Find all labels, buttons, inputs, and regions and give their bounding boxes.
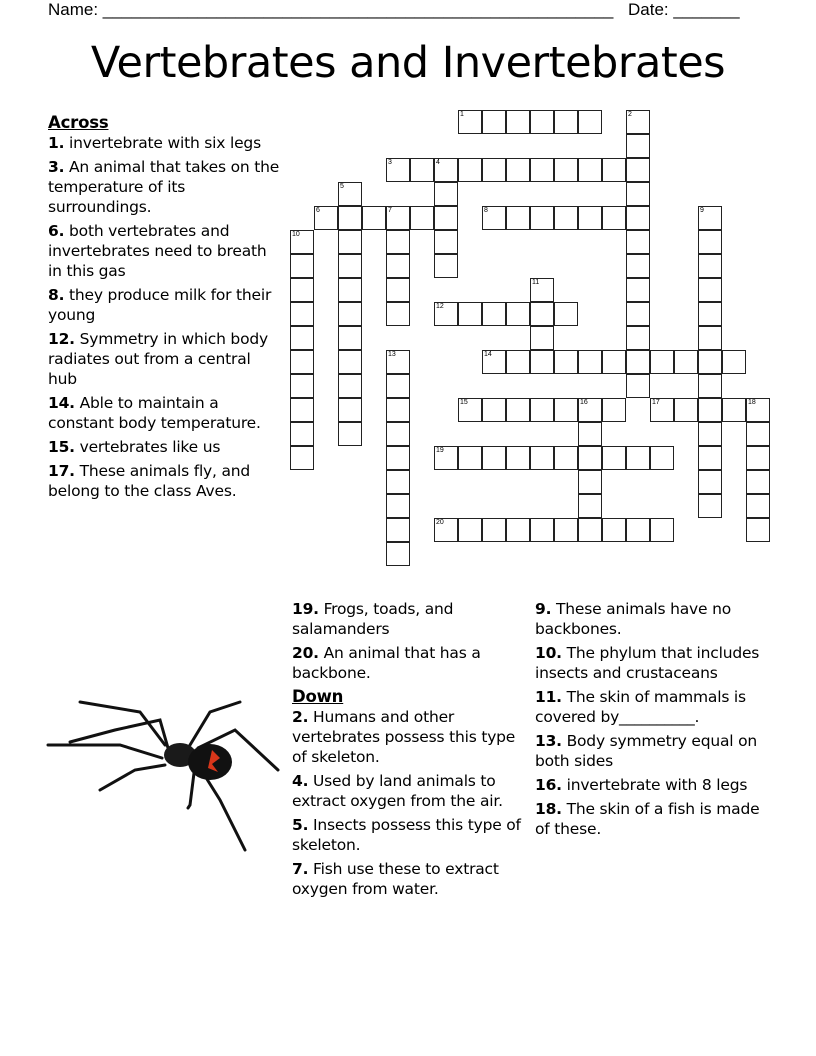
grid-cell[interactable] (698, 470, 722, 494)
grid-cell[interactable] (674, 398, 698, 422)
grid-cell[interactable] (482, 158, 506, 182)
across-heading: Across (48, 113, 109, 132)
down-heading: Down (292, 687, 344, 706)
grid-cell[interactable] (386, 494, 410, 518)
grid-cell[interactable] (386, 302, 410, 326)
cell-number: 12 (436, 303, 444, 310)
cell-number: 2 (628, 111, 632, 118)
grid-cell[interactable] (722, 350, 746, 374)
grid-cell[interactable] (290, 446, 314, 470)
clue-text: Body symmetry equal on both sides (535, 732, 758, 770)
grid-cell[interactable] (626, 302, 650, 326)
grid-cell[interactable] (386, 542, 410, 566)
grid-cell[interactable] (338, 326, 362, 350)
grid-cell[interactable] (386, 254, 410, 278)
grid-cell[interactable] (626, 206, 650, 230)
grid-cell[interactable] (698, 230, 722, 254)
clue-text: Able to maintain a constant body temperature. (48, 394, 261, 432)
grid-cell[interactable] (530, 398, 554, 422)
page-title: Vertebrates and Invertebrates (90, 38, 726, 88)
grid-cell[interactable] (482, 350, 506, 374)
grid-cell[interactable] (386, 446, 410, 470)
cell-number: 19 (436, 447, 444, 454)
grid-cell[interactable] (290, 326, 314, 350)
grid-cell[interactable] (530, 350, 554, 374)
grid-cell[interactable] (722, 398, 746, 422)
grid-cell[interactable] (554, 110, 578, 134)
clue-number: 3. (48, 158, 65, 176)
clue-number: 20. (292, 644, 319, 662)
grid-cell[interactable] (602, 206, 626, 230)
grid-cell[interactable] (290, 398, 314, 422)
cell-number: 1 (460, 111, 464, 118)
grid-cell[interactable] (698, 326, 722, 350)
grid-cell[interactable] (506, 110, 530, 134)
down-clue-16 (535, 775, 770, 795)
grid-cell[interactable] (290, 350, 314, 374)
grid-cell[interactable] (338, 374, 362, 398)
cell-number: 11 (532, 279, 540, 286)
grid-cell[interactable] (698, 494, 722, 518)
grid-cell[interactable] (434, 446, 458, 470)
grid-cell[interactable] (626, 134, 650, 158)
clue-text: An animal that takes on the temperature of its surroundings. (48, 158, 280, 216)
clue-text: These animals have no backbones. (535, 600, 731, 638)
across-clue-8 (48, 285, 280, 325)
grid-cell[interactable] (338, 230, 362, 254)
clue-number: 11. (535, 688, 562, 706)
across-clue-1 (48, 133, 280, 153)
grid-cell[interactable] (530, 518, 554, 542)
grid-cell[interactable] (386, 518, 410, 542)
clue-text: The phylum that includes insects and crustaceans (535, 644, 760, 682)
grid-cell[interactable] (626, 110, 650, 134)
grid-cell[interactable] (578, 158, 602, 182)
grid-cell[interactable] (602, 518, 626, 542)
grid-cell[interactable] (338, 422, 362, 446)
cell-number: 8 (484, 207, 488, 214)
clue-number: 16. (535, 776, 562, 794)
grid-cell[interactable] (338, 254, 362, 278)
cell-number: 4 (436, 159, 440, 166)
clues-column-right (535, 599, 770, 843)
grid-cell[interactable] (626, 230, 650, 254)
clue-text: Insects possess this type of skeleton. (292, 816, 521, 854)
grid-cell[interactable] (554, 350, 578, 374)
grid-cell[interactable] (626, 350, 650, 374)
across-clue-19 (292, 599, 522, 639)
name-field: Name: ______________________________________________________ (48, 0, 614, 19)
grid-cell[interactable] (386, 374, 410, 398)
grid-cell[interactable] (578, 422, 602, 446)
grid-cell[interactable] (290, 278, 314, 302)
grid-cell[interactable] (410, 206, 434, 230)
grid-cell[interactable] (434, 158, 458, 182)
grid-cell[interactable] (578, 206, 602, 230)
down-clue-10 (535, 643, 770, 683)
clue-text: Frogs, toads, and salamanders (292, 600, 454, 638)
cell-number: 18 (748, 399, 756, 406)
grid-cell[interactable] (458, 110, 482, 134)
clue-number: 19. (292, 600, 319, 618)
across-clue-3 (48, 157, 280, 217)
grid-cell[interactable] (578, 446, 602, 470)
clues-column-middle (292, 599, 522, 903)
clue-number: 18. (535, 800, 562, 818)
clue-number: 13. (535, 732, 562, 750)
grid-cell[interactable] (578, 350, 602, 374)
clue-number: 6. (48, 222, 65, 240)
grid-cell[interactable] (338, 278, 362, 302)
clue-text: The skin of a fish is made of these. (535, 800, 760, 838)
down-clue-5 (292, 815, 522, 855)
cell-number: 10 (292, 231, 300, 238)
cell-number: 3 (388, 159, 392, 166)
grid-cell[interactable] (650, 398, 674, 422)
down-clue-13 (535, 731, 770, 771)
grid-cell[interactable] (650, 446, 674, 470)
grid-cell[interactable] (386, 422, 410, 446)
grid-cell[interactable] (554, 206, 578, 230)
grid-cell[interactable] (698, 206, 722, 230)
clue-text: vertebrates like us (79, 438, 221, 456)
grid-cell[interactable] (698, 446, 722, 470)
cell-number: 5 (340, 183, 344, 190)
clue-number: 8. (48, 286, 65, 304)
cell-number: 17 (652, 399, 660, 406)
grid-cell[interactable] (746, 470, 770, 494)
clue-text: invertebrate with 8 legs (566, 776, 748, 794)
down-clue-9 (535, 599, 770, 639)
grid-cell[interactable] (314, 206, 338, 230)
grid-cell[interactable] (338, 350, 362, 374)
grid-cell[interactable] (506, 518, 530, 542)
grid-cell[interactable] (746, 518, 770, 542)
grid-cell[interactable] (290, 422, 314, 446)
grid-cell[interactable] (434, 254, 458, 278)
grid-cell[interactable] (386, 230, 410, 254)
grid-cell[interactable] (650, 350, 674, 374)
down-clue-7 (292, 859, 522, 899)
grid-cell[interactable] (578, 398, 602, 422)
cell-number: 13 (388, 351, 396, 358)
grid-cell[interactable] (386, 278, 410, 302)
grid-cell[interactable] (458, 302, 482, 326)
clue-text: Humans and other vertebrates possess this type of skeleton. (292, 708, 516, 766)
clue-number: 10. (535, 644, 562, 662)
grid-cell[interactable] (602, 398, 626, 422)
grid-cell[interactable] (626, 278, 650, 302)
cell-number: 20 (436, 519, 444, 526)
grid-cell[interactable] (578, 518, 602, 542)
grid-cell[interactable] (458, 446, 482, 470)
clue-text: they produce milk for their young (48, 286, 272, 324)
clue-number: 1. (48, 134, 65, 152)
cell-number: 16 (580, 399, 588, 406)
grid-cell[interactable] (482, 446, 506, 470)
clue-text: Fish use these to extract oxygen from water. (292, 860, 499, 898)
grid-cell[interactable] (290, 254, 314, 278)
grid-cell[interactable] (626, 446, 650, 470)
grid-cell[interactable] (698, 302, 722, 326)
grid-cell[interactable] (530, 206, 554, 230)
grid-cell[interactable] (386, 206, 410, 230)
grid-cell[interactable] (578, 470, 602, 494)
grid-cell[interactable] (506, 206, 530, 230)
grid-cell[interactable] (506, 446, 530, 470)
grid-cell[interactable] (338, 302, 362, 326)
clues-column-left (48, 113, 280, 505)
cell-number: 14 (484, 351, 492, 358)
grid-cell[interactable] (482, 110, 506, 134)
clue-number: 9. (535, 600, 552, 618)
grid-cell[interactable] (290, 302, 314, 326)
clue-text: invertebrate with six legs (69, 134, 261, 152)
grid-cell[interactable] (554, 446, 578, 470)
grid-cell[interactable] (386, 470, 410, 494)
grid-cell[interactable] (746, 494, 770, 518)
across-clue-20 (292, 643, 522, 683)
grid-cell[interactable] (554, 302, 578, 326)
grid-cell[interactable] (698, 422, 722, 446)
clue-number: 5. (292, 816, 309, 834)
grid-cell[interactable] (674, 350, 698, 374)
grid-cell[interactable] (626, 254, 650, 278)
cell-number: 9 (700, 207, 704, 214)
grid-cell[interactable] (530, 302, 554, 326)
across-clue-15 (48, 437, 280, 457)
grid-cell[interactable] (458, 518, 482, 542)
clue-number: 2. (292, 708, 309, 726)
clue-number: 17. (48, 462, 75, 480)
down-clue-11 (535, 687, 770, 727)
cell-number: 15 (460, 399, 468, 406)
clue-text: both vertebrates and invertebrates need to breath in this gas (48, 222, 267, 280)
grid-cell[interactable] (698, 398, 722, 422)
grid-cell[interactable] (386, 398, 410, 422)
clue-number: 4. (292, 772, 309, 790)
grid-cell[interactable] (506, 302, 530, 326)
grid-cell[interactable] (746, 398, 770, 422)
clue-text: The skin of mammals is covered by__________. (535, 688, 746, 726)
grid-cell[interactable] (698, 350, 722, 374)
grid-cell[interactable] (482, 302, 506, 326)
grid-cell[interactable] (506, 158, 530, 182)
grid-cell[interactable] (434, 206, 458, 230)
grid-cell[interactable] (746, 422, 770, 446)
down-clue-4 (292, 771, 522, 811)
grid-cell[interactable] (338, 398, 362, 422)
cell-number: 7 (388, 207, 392, 214)
grid-cell[interactable] (650, 518, 674, 542)
grid-cell[interactable] (386, 158, 410, 182)
grid-cell[interactable] (290, 374, 314, 398)
grid-cell[interactable] (626, 518, 650, 542)
clue-text: An animal that has a backbone. (292, 644, 481, 682)
grid-cell[interactable] (554, 158, 578, 182)
across-clue-14 (48, 393, 280, 433)
grid-cell[interactable] (626, 182, 650, 206)
grid-cell[interactable] (362, 206, 386, 230)
grid-cell[interactable] (434, 230, 458, 254)
grid-cell[interactable] (338, 182, 362, 206)
grid-cell[interactable] (434, 302, 458, 326)
grid-cell[interactable] (386, 350, 410, 374)
date-field: Date: _______ (628, 0, 740, 19)
grid-cell[interactable] (482, 398, 506, 422)
grid-cell[interactable] (602, 446, 626, 470)
clue-number: 7. (292, 860, 309, 878)
clue-number: 15. (48, 438, 75, 456)
grid-cell[interactable] (626, 374, 650, 398)
grid-cell[interactable] (602, 350, 626, 374)
grid-cell[interactable] (506, 350, 530, 374)
spider-illustration (40, 690, 285, 860)
grid-cell[interactable] (530, 158, 554, 182)
grid-cell[interactable] (506, 398, 530, 422)
grid-cell[interactable] (410, 158, 434, 182)
grid-cell[interactable] (698, 278, 722, 302)
grid-cell[interactable] (746, 446, 770, 470)
grid-cell[interactable] (338, 206, 362, 230)
clue-text: Symmetry in which body radiates out from a central hub (48, 330, 268, 388)
grid-cell[interactable] (698, 374, 722, 398)
across-clue-17 (48, 461, 280, 501)
clue-text: Used by land animals to extract oxygen from the air. (292, 772, 503, 810)
across-clue-6 (48, 221, 280, 281)
clue-number: 14. (48, 394, 75, 412)
grid-cell[interactable] (482, 206, 506, 230)
grid-cell[interactable] (458, 398, 482, 422)
grid-cell[interactable] (578, 494, 602, 518)
grid-cell[interactable] (626, 158, 650, 182)
grid-cell[interactable] (530, 326, 554, 350)
grid-cell[interactable] (698, 254, 722, 278)
grid-cell[interactable] (290, 230, 314, 254)
grid-cell[interactable] (458, 158, 482, 182)
grid-cell[interactable] (434, 518, 458, 542)
grid-cell[interactable] (530, 278, 554, 302)
down-clue-2 (292, 707, 522, 767)
grid-cell[interactable] (602, 158, 626, 182)
clue-number: 12. (48, 330, 75, 348)
across-clue-12 (48, 329, 280, 389)
grid-cell[interactable] (530, 110, 554, 134)
grid-cell[interactable] (554, 398, 578, 422)
down-clue-18 (535, 799, 770, 839)
grid-cell[interactable] (482, 518, 506, 542)
grid-cell[interactable] (530, 446, 554, 470)
grid-cell[interactable] (434, 182, 458, 206)
grid-cell[interactable] (578, 110, 602, 134)
cell-number: 6 (316, 207, 320, 214)
grid-cell[interactable] (626, 326, 650, 350)
clue-text: These animals fly, and belong to the class Aves. (48, 462, 251, 500)
grid-cell[interactable] (554, 518, 578, 542)
